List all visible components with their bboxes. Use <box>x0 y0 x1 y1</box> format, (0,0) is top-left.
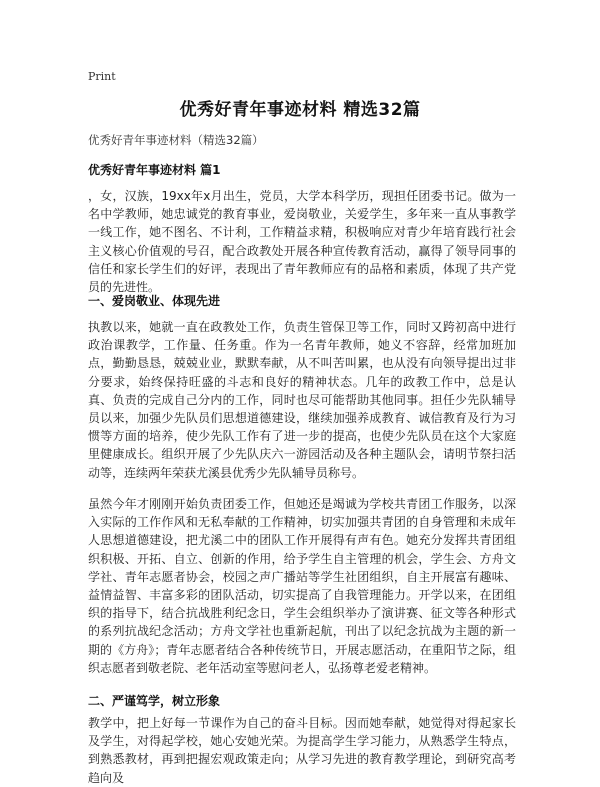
paragraph-text: ，女，汉族，19xx年x月出生，党员，大学本科学历，现担任团委书记。做为一名中学教师，她忠诚党的教育事业，爱岗敬业，关爱学生，多年来一直从事教学一线工作，她不图名、不计利，工作精益求精，积极响应对青少年培育践行社会主义核心价值观的号召，配合政教处开展各种宣传教育活动，赢得了领导同事的信任和家长学生们的好评，表现出了青年教师应有的品格和素质，体现了共产党员的先进性。 <box>88 189 516 295</box>
article-heading: 优秀好青年事迹材料 篇1 <box>88 163 221 177</box>
document-subtitle: 优秀好青年事迹材料（精选32篇） <box>88 133 264 147</box>
section-heading-1: 一、爱岗敬业、体现先进 <box>88 294 221 308</box>
paragraph-section1-a <box>88 318 516 482</box>
page-title: 优秀好青年事迹材料 精选32篇 <box>179 100 421 120</box>
print-label[interactable]: Print <box>88 70 116 83</box>
paragraph-section1-b <box>88 495 516 677</box>
paragraph-text: 教学中，把上好每一节课作为自己的奋斗目标。因而她奉献，她觉得对得起家长及学生，对得起学校，她心安她光荣。为提高学生学习能力，从熟悉学生特点，到熟悉教材，再到把握宏观政策走向；从学习先进的教育教学理论，到研究高考趋向及 <box>88 716 516 785</box>
paragraph-text: 执教以来，她就一直在政教处工作，负责生管保卫等工作，同时又跨初高中进行政治课教学，工作量、任务重。作为一名青年教师，她义不容辞，经常加班加点，勤勤恳恳，兢兢业业，默默奉献，从不叫苦叫累，也从没有向领导提出过非分要求，始终保持旺盛的斗志和良好的精神状态。几年的政教工作中，总是认真、负责的完成自己分内的工作，同时也尽可能帮助其他同事。担任少先队辅导员以来，加强少先队员们思想道德建设，继续加强养成教育、诚信教育及行为习惯等方面的培养，使少先队工作有了进一步的提高，也使少先队员在这个大家庭里健康成长。组织开展了少先队庆六一游园活动及各种主题队会，请明节祭扫活动等，连续两年荣获尤溪县优秀少先队辅导员称号。 <box>88 320 516 480</box>
section-heading-2: 二、严谨笃学，树立形象 <box>88 694 221 708</box>
paragraph-text: 虽然今年才刚刚开始负责团委工作，但她还是竭诚为学校共青团工作服务，以深入实际的工作作风和无私奉献的工作精神，切实加强共青团的自身管理和未成年人思想道德建设，把尤溪二中的团队工作开展得有声有色。她充分发挥共青团组织积极、开拓、自立、创新的作用，给予学生自主管理的机会，学生会、方舟文学社、青年志愿者协会，校园之声广播站等学生社团组织，自主开展富有趣味、益情益智、丰富多彩的团队活动，切实提高了自我管理能力。开学以来，在团组织的指导下，结合抗战胜利纪念日，学生会组织举办了演讲赛、征文等各种形式的系列抗战纪念活动；方舟文学社也重新起航，刊出了以纪念抗战为主题的新一期的《方舟》；青年志愿者结合各种传统节日，开展志愿活动，在重阳节之际，组织志愿者到敬老院、老年活动室等慰问老人，弘扬尊老爱老精神。 <box>88 497 516 675</box>
paragraph-intro <box>88 187 516 296</box>
paragraph-section2-a <box>88 714 516 787</box>
